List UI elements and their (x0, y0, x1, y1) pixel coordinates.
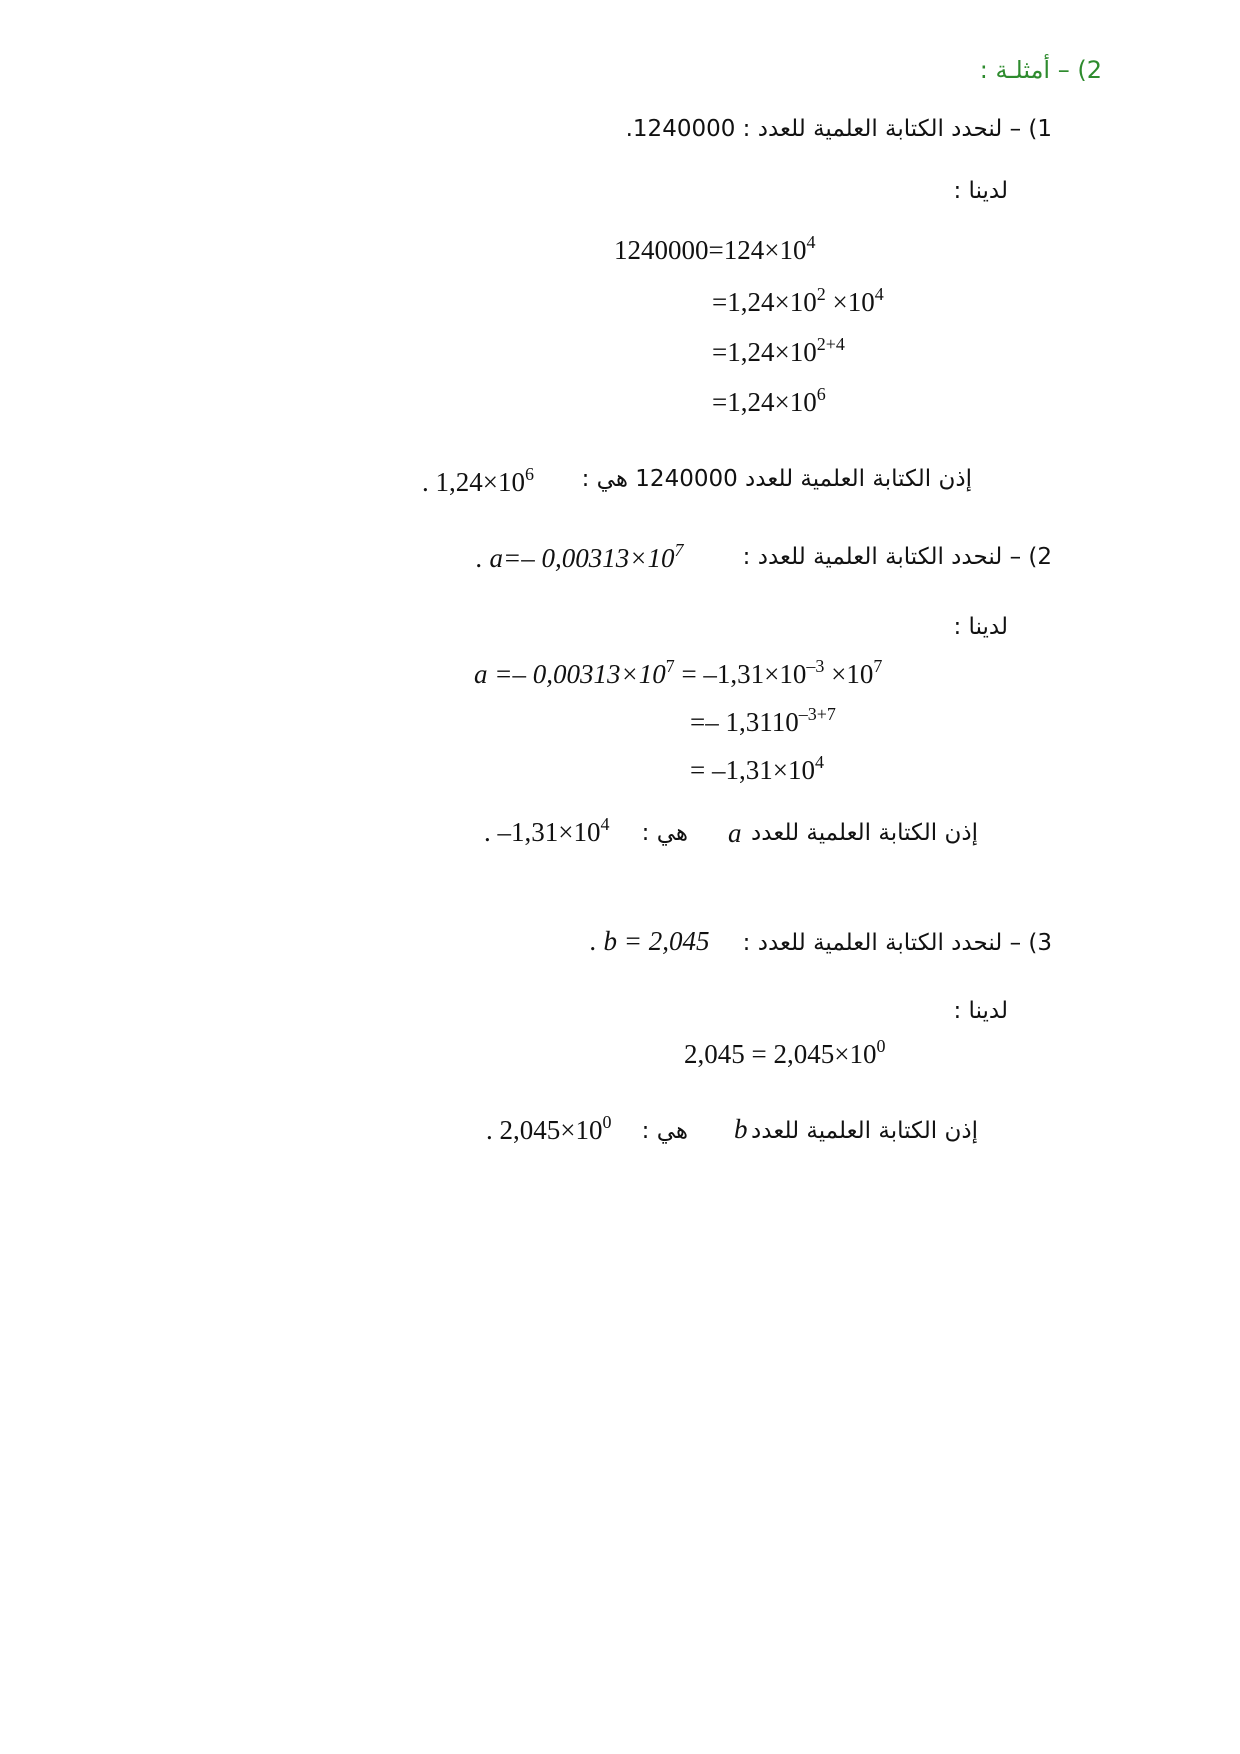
ex2-title-math: . a=– $0,00313\times 10^7$ (476, 540, 684, 573)
ex3-step-1: $2,045 = 2,045\times 10^0$ (684, 1036, 886, 1069)
example-2-ladayna: لدينا : (953, 614, 1008, 640)
example-3-conclusion: إذن الكتابة العلمية للعدد (751, 1118, 978, 1144)
ex2-step-3: = $-1,31\times 10^4$ (690, 752, 824, 785)
example-2-title: 2) – لنحدد الكتابة العلمية للعدد : (742, 544, 1052, 570)
example-3-title: 3) – لنحدد الكتابة العلمية للعدد : (742, 930, 1052, 956)
example-1-title: 1) – لنحدد الكتابة العلمية للعدد : 1240000. (625, 116, 1052, 142)
ex1-step-3: $=1,24\times 10^{2+4}$ (712, 334, 845, 367)
ex1-step-4: $=1,24\times 10^6$ (712, 384, 826, 417)
example-1-ladayna: لدينا : (953, 178, 1008, 204)
ex1-conclusion-math: . $1,24\times 10^6$ (422, 464, 534, 497)
ex1-step-1: $1240000=124\times 10^4$ (614, 232, 816, 265)
ex3-conclusion-math: . $2,045\times 10^0$ (486, 1112, 612, 1145)
ex2-conclusion-var: a (728, 818, 742, 848)
ex3-conclusion-var: b (734, 1114, 748, 1144)
ex3-title-math: . b = 2,045 (590, 926, 710, 956)
ex1-step-2: $=1,24\times 10^2 \times 10^4$ (712, 284, 884, 317)
ex2-step-1: $a =- 0,00313\times 10^7 = -1,31\times 10^{-3} \times 10^7$ (474, 656, 883, 689)
ex3-conclusion-hiya: هي : (641, 1118, 688, 1144)
example-2-conclusion: إذن الكتابة العلمية للعدد (751, 820, 978, 846)
ex2-conclusion-hiya: هي : (641, 820, 688, 846)
ex2-conclusion-math: . $-1,31\times 10^4$ (484, 814, 610, 847)
example-1-conclusion: إذن الكتابة العلمية للعدد 1240000 هي : (581, 466, 972, 492)
ex2-step-2: =– $1,3110^{-3+7}$ (690, 704, 836, 737)
section-heading: 2) – أمثلـة : (979, 56, 1102, 84)
example-3-ladayna: لدينا : (953, 998, 1008, 1024)
